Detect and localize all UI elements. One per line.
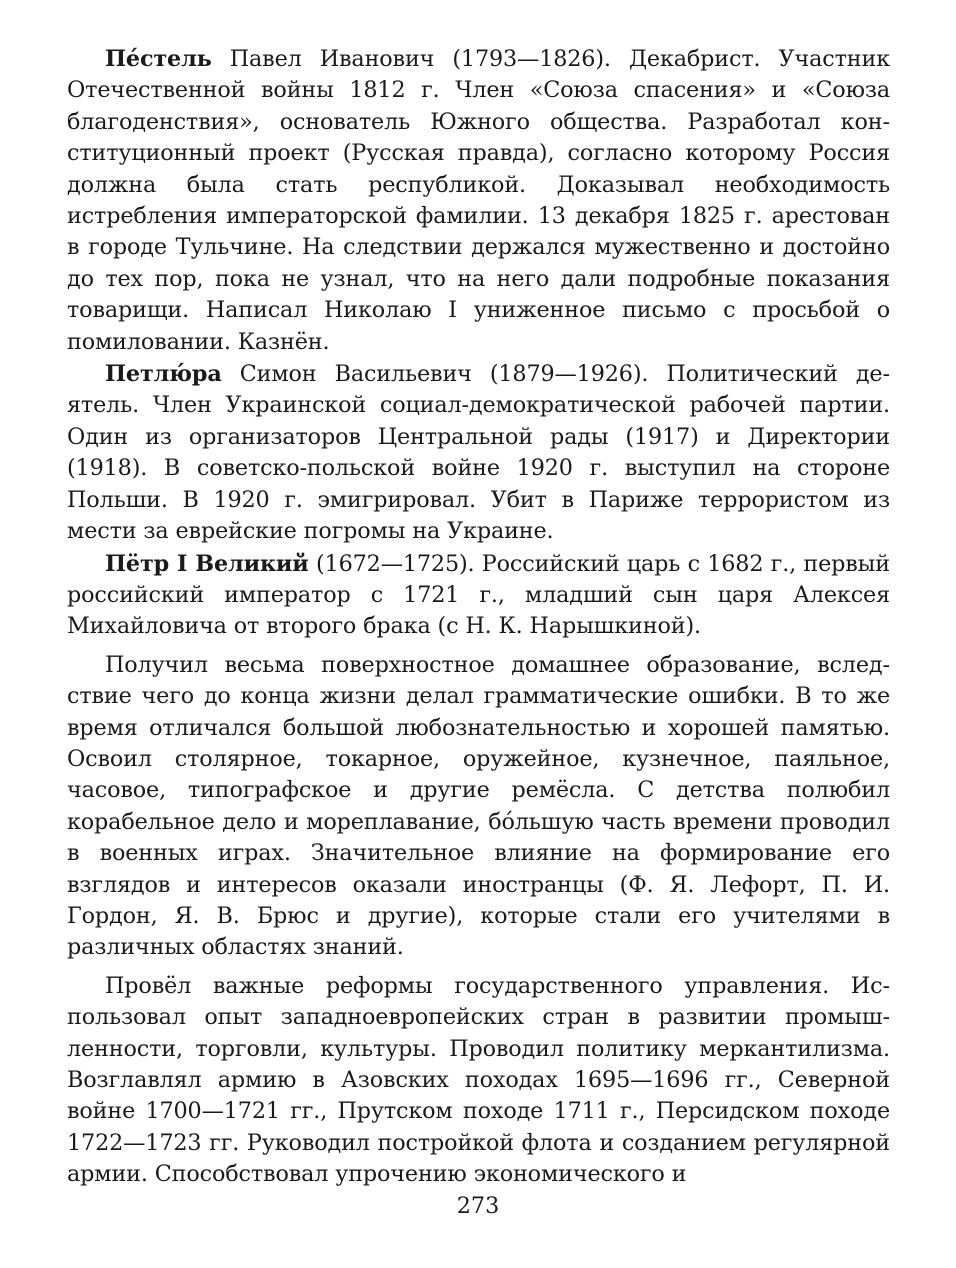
- entry-text: Павел Иванович (1793—1826). Декабрист. Участник Отечественной войны 1812 г. Член «Союза спасения» и «Союза благоденствия», основатель Южного общества. Разработал конституционный проект (Русская правда), согласно которому Россия должна была стать республикой. Доказывал необходимость истребления императорской фамилии. 13 декабря 1825 г. арестован в городе Тульчине. На следствии держался мужественно и достойно до тех пор, пока не узнал, что на него дали подробные показания товарищи. Написал Николаю I униженное письмо с просьбой о помиловании. Казнён.: [67, 46, 890, 355]
- page-number: 273: [456, 1193, 500, 1219]
- entry-petlyura: [67, 359, 890, 547]
- paragraph-education: Получил весьма поверхностное домашнее образование, вследствие чего до конца жизни делал грамматические ошибки. В то же время отличался большой любознательностью и хорошей памятью. Освоил столярное, токарное, оружейное, кузнечное, паяльное, часовое, типографское и другие ремёсла. С детства полюбил корабельное дело и мореплавание, бо́льшую часть времени проводил в военных играх. Значительное влияние на формирование его взглядов и интересов оказали иностранцы (Ф. Я. Лефорт, П. И. Гордон, Я. В. Брюс и другие), которые стали его учителями в различных областях знаний.: [67, 651, 890, 961]
- entry-term: Пе́стель: [105, 46, 212, 72]
- entry-peter-the-great: [67, 549, 890, 643]
- entry-text: (1672—1725). Российский царь с 1682 г., первый российский император с 1721 г., младший сын царя Алексея Михайловича от второго брака (с Н. К. Нарышкиной).: [67, 550, 890, 640]
- entry-term: Петлю́ра: [105, 361, 222, 388]
- entry-pestel: [67, 44, 890, 358]
- paragraph-reforms: Провёл важные реформы государственного управления. Использовал опыт западноевропейских стран в развитии промышленности, торговли, культуры. Проводил политику меркантилизма. Возглавлял армию в Азовских походах 1695—1696 гг., Северной войне 1700—1721 гг., Прутском походе 1711 г., Персидском походе 1722—1723 гг. Руководил постройкой флота и созданием регулярной армии. Способствовал упрочению экономического и: [67, 972, 890, 1188]
- entry-term: Пётр I Великий: [105, 550, 309, 577]
- entry-text: Симон Васильевич (1879—1926). Политический деятель. Член Украинской социал-демократической рабочей партии. Один из организаторов Центральной рады (1917) и Директории (1918). В советско-польской войне 1920 г. выступил на стороне Польши. В 1920 г. эмигрировал. Убит в Париже террористом из мести за еврейские погромы на Украине.: [67, 361, 890, 545]
- page-body: [67, 44, 890, 1191]
